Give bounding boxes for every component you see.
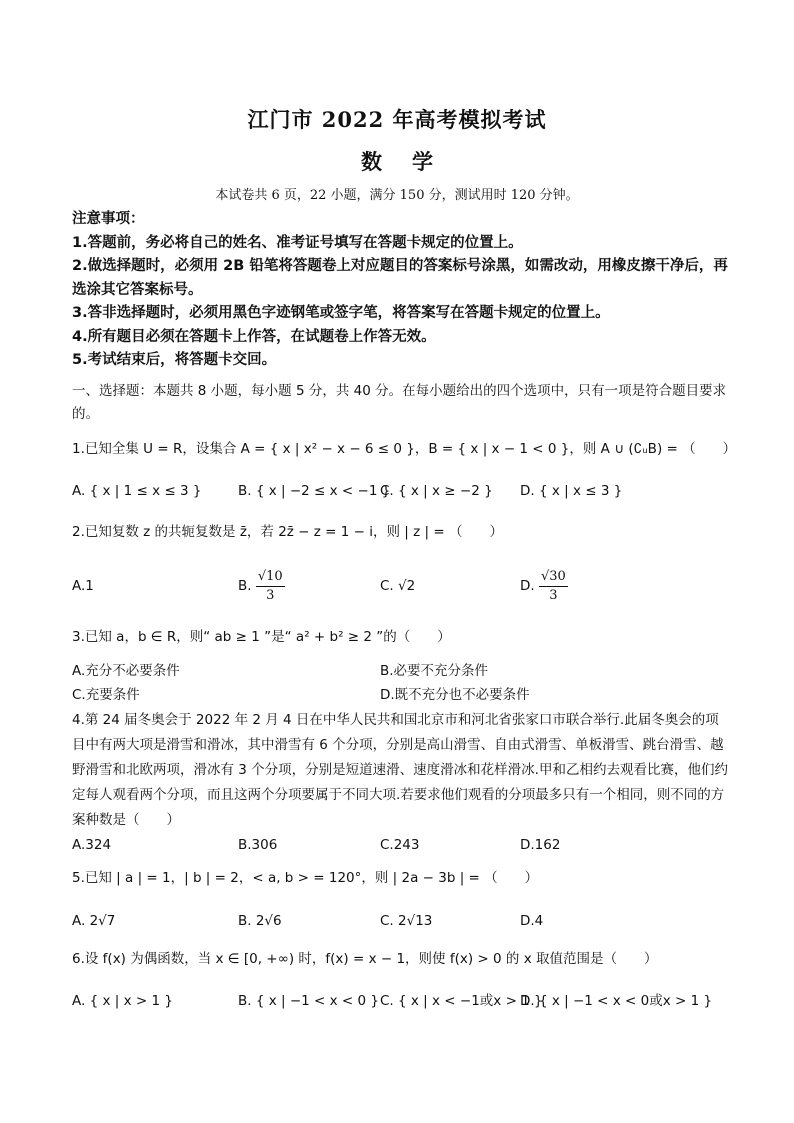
question-3-option-d: D.既不充分也不必要条件	[380, 687, 530, 703]
question-4-options	[72, 831, 732, 859]
question-4-option-c: C.243	[380, 837, 420, 853]
note-item-3: 3.答非选择题时，必须用黑色字迹钢笔或签字笔，将答案写在答题卡规定的位置上。	[72, 305, 610, 321]
note-item-5: 5.考试结束后，将答题卡交回。	[72, 352, 277, 368]
question-1-option-c: C. { x | x ≥ −2 }	[380, 483, 493, 499]
question-1-option-a: A. { x | 1 ≤ x ≤ 3 }	[72, 483, 202, 499]
question-2-option-d-label: D.	[520, 578, 535, 594]
question-6-option-b: B. { x | −1 < x < 0 }	[238, 993, 379, 1009]
fraction-numerator: √10	[256, 568, 285, 587]
exam-title: 江门市 2022 年高考模拟考试	[247, 107, 547, 132]
question-2-option-b-label: B.	[238, 578, 252, 594]
note-item-4: 4.所有题目必须在答题卡上作答，在试题卷上作答无效。	[72, 328, 436, 345]
fraction-denominator: 3	[549, 587, 558, 603]
question-1-option-d: D. { x | x ≤ 3 }	[520, 483, 623, 499]
notes-heading: 注意事项：	[72, 211, 145, 227]
question-6-option-d: D. { x | −1 < x < 0或x > 1 }	[520, 993, 713, 1009]
question-2-stem: 2.已知复数 z 的共轭复数是 z̄，若 2z̄ − z = 1 − i，则 | z | = （ ）	[72, 524, 503, 540]
question-3-option-b: B.必要不充分条件	[380, 663, 489, 679]
question-2-options	[72, 566, 732, 606]
question-2-option-d-fraction	[539, 568, 568, 605]
question-5-options	[72, 907, 732, 935]
question-3-options-row-2	[72, 681, 732, 709]
question-4-option-d: D.162	[520, 837, 561, 853]
question-4-option-b: B.306	[238, 837, 278, 853]
question-5-stem: 5.已知 | a | = 1，| b | = 2，< a, b > = 120°，则 | 2a − 3b | = （ ）	[72, 870, 539, 886]
question-3-option-a: A.充分不必要条件	[72, 663, 180, 679]
question-5-option-a: A. 2√7	[72, 913, 116, 929]
fraction-numerator: √30	[539, 568, 568, 587]
question-2-option-a: A.1	[72, 578, 94, 594]
question-4-stem: 4.第 24 届冬奥会于 2022 年 2 月 4 日在中华人民共和国北京市和河北省张家口市联合举行.此届冬奥会的项目中有两大项是滑雪和滑冰，其中滑雪有 6 个分项，分别是高山滑雪、自由式滑雪、单板滑雪、跳台滑雪、越野滑雪和北欧两项，滑冰有 3 个分项，分别是短道速滑、速度滑冰和花样滑冰.甲和乙相约去观看比赛，他们约定每人观看两个分项，而且这两个分项要属于不同大项.若要求他们观看的分项最多只有一个相同，则不同的方案种数是（ ）	[72, 712, 728, 828]
fraction-denominator: 3	[266, 587, 275, 603]
question-6-option-a: A. { x | x > 1 }	[72, 993, 173, 1009]
question-5-option-c: C. 2√13	[380, 913, 433, 929]
question-6-option-c: C. { x | x < −1或x > 1 }	[380, 993, 543, 1009]
question-1-options	[72, 477, 732, 505]
question-5-option-d: D.4	[520, 913, 544, 929]
question-2-option-c: C. √2	[380, 578, 416, 594]
notes-block	[72, 208, 732, 373]
question-3-stem: 3.已知 a，b ∈ R，则“ ab ≥ 1 ”是“ a² + b² ≥ 2 ”的（ ）	[72, 629, 451, 645]
question-2-option-b-fraction	[256, 568, 285, 605]
exam-subject: 数学	[361, 149, 463, 174]
question-1-option-b: B. { x | −2 ≤ x < −1 }	[238, 483, 391, 499]
note-item-2: 2.做选择题时，必须用 2B 铅笔将答题卷上对应题目的答案标号涂黑，如需改动，用橡皮擦干净后，再选涂其它答案标号。	[72, 258, 728, 298]
question-6-stem: 6.设 f(x) 为偶函数，当 x ∈ [0, +∞) 时，f(x) = x − 1，则使 f(x) > 0 的 x 取值范围是（ ）	[72, 951, 658, 967]
exam-info: 本试卷共 6 页，22 小题，满分 150 分，测试用时 120 分钟。	[215, 188, 579, 203]
question-3-option-c: C.充要条件	[72, 687, 140, 703]
question-5-option-b: B. 2√6	[238, 913, 282, 929]
note-item-1: 1.答题前，务必将自己的姓名、准考证号填写在答题卡规定的位置上。	[72, 234, 523, 251]
question-4-option-a: A.324	[72, 837, 112, 853]
question-6-options	[72, 987, 732, 1015]
question-2-option-b	[238, 566, 285, 606]
question-2-option-d	[520, 566, 568, 606]
section-heading: 一、选择题：本题共 8 小题，每小题 5 分，共 40 分。在每小题给出的四个选项中，只有一项是符合题目要求的。	[72, 383, 727, 422]
question-1-stem: 1.已知全集 U = R，设集合 A = { x | x² − x − 6 ≤ 0 }，B = { x | x − 1 < 0 }，则 A ∪ (∁ᵤB) = （ ）	[72, 441, 737, 457]
